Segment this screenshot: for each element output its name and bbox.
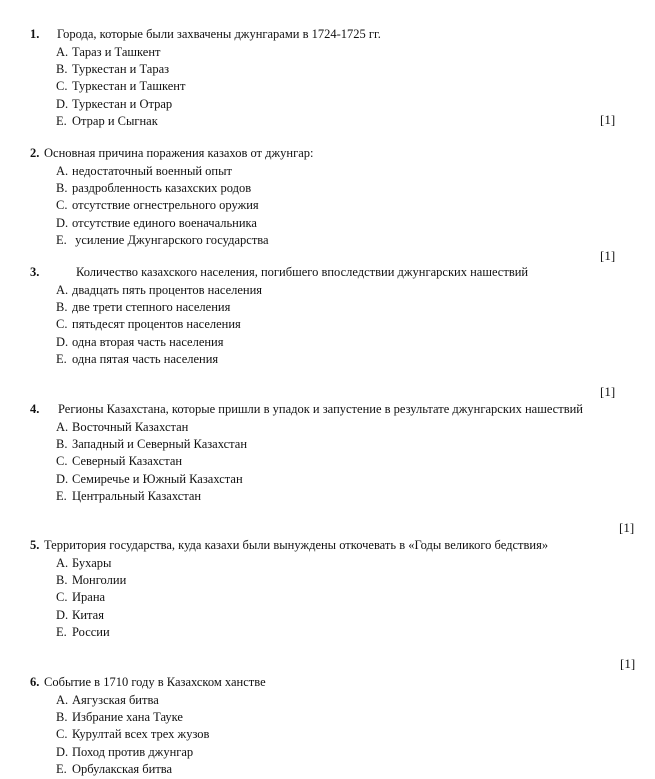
score-mark-1: [1]	[600, 112, 616, 127]
option-d: D. Туркестан и Отрар	[56, 96, 173, 111]
options-list	[56, 555, 620, 641]
option-c: C. пятьдесят процентов населения	[56, 317, 241, 332]
option-a: A. двадцать пять процентов населения	[56, 283, 263, 297]
option-e: E. Орбулакская битва	[56, 761, 173, 776]
option-b: B. Туркестан и Тараз	[56, 62, 170, 77]
options-list	[56, 163, 640, 249]
question-text: Города, которые были захвачены джунгарами в 1724-1725 гг.	[57, 27, 381, 41]
question-number: 6.	[30, 675, 40, 689]
option-d: D. Поход против джунгар	[56, 744, 194, 759]
option-a: A. недостаточный военный опыт	[56, 164, 232, 178]
option-e: E. усиление Джунгарского государства	[56, 232, 269, 247]
options-list	[56, 282, 570, 368]
option-e: E. России	[56, 624, 110, 639]
question-6-header	[30, 675, 640, 690]
option-c: C. Курултай всех трех жузов	[56, 727, 210, 742]
question-number: 2.	[30, 146, 40, 160]
option-b: B. Западный и Северный Казахстан	[56, 437, 248, 452]
options-list	[56, 419, 640, 505]
options-list	[56, 692, 640, 778]
option-b: B. две трети степного населения	[56, 300, 231, 315]
options-list	[56, 44, 640, 130]
option-e: E. одна пятая часть населения	[56, 351, 219, 366]
option-a: A. Аягузская битва	[56, 693, 159, 707]
score-mark-5: [1]	[620, 656, 636, 671]
option-c: C. отсутствие огнестрельного оружия	[56, 198, 259, 213]
question-3-header	[30, 265, 570, 280]
option-a: A. Бухары	[56, 556, 112, 570]
question-5	[30, 538, 620, 641]
option-c: C. Ирана	[56, 590, 106, 605]
option-a: A. Восточный Казахстан	[56, 420, 189, 434]
option-b: B. раздробленность казахских родов	[56, 181, 252, 196]
question-1	[30, 27, 640, 130]
question-3	[30, 265, 570, 368]
question-number: 3.	[30, 265, 40, 279]
question-number: 4.	[30, 402, 40, 416]
score-mark-4: [1]	[619, 520, 635, 535]
question-1-header	[30, 27, 640, 42]
question-text: Основная причина поражения казахов от джунгар:	[44, 146, 314, 160]
option-d: D. Китая	[56, 607, 104, 622]
option-d: D. Семиречье и Южный Казахстан	[56, 471, 243, 486]
question-5-header	[30, 538, 620, 553]
question-number: 1.	[30, 27, 40, 41]
question-4	[30, 402, 640, 505]
question-2-header	[30, 146, 640, 161]
question-6	[30, 675, 640, 778]
question-4-header	[30, 402, 640, 417]
option-d: D. одна вторая часть населения	[56, 334, 224, 349]
option-a: A. Тараз и Ташкент	[56, 45, 161, 59]
question-text: Количество казахского населения, погибшего впоследствии джунгарских нашествий	[76, 265, 529, 279]
option-c: C. Северный Казахстан	[56, 454, 183, 469]
option-b: B. Избрание хана Тауке	[56, 710, 183, 725]
option-b: B. Монголии	[56, 573, 127, 588]
question-2	[30, 146, 640, 249]
score-mark-3: [1]	[600, 384, 616, 399]
question-number: 5.	[30, 538, 40, 552]
option-e: E. Центральный Казахстан	[56, 488, 202, 503]
option-e: E. Отрар и Сыгнак	[56, 113, 158, 128]
option-d: D. отсутствие единого военачальника	[56, 215, 257, 230]
question-text: Регионы Казахстана, которые пришли в упадок и запустение в результате джунгарских нашествий	[58, 402, 583, 416]
score-mark-2: [1]	[600, 248, 616, 263]
question-text: Территория государства, куда казахи были вынуждены откочевать в «Годы великого бедствия»	[44, 538, 549, 552]
option-c: C. Туркестан и Ташкент	[56, 79, 186, 94]
question-text: Событие в 1710 году в Казахском ханстве	[44, 675, 266, 689]
